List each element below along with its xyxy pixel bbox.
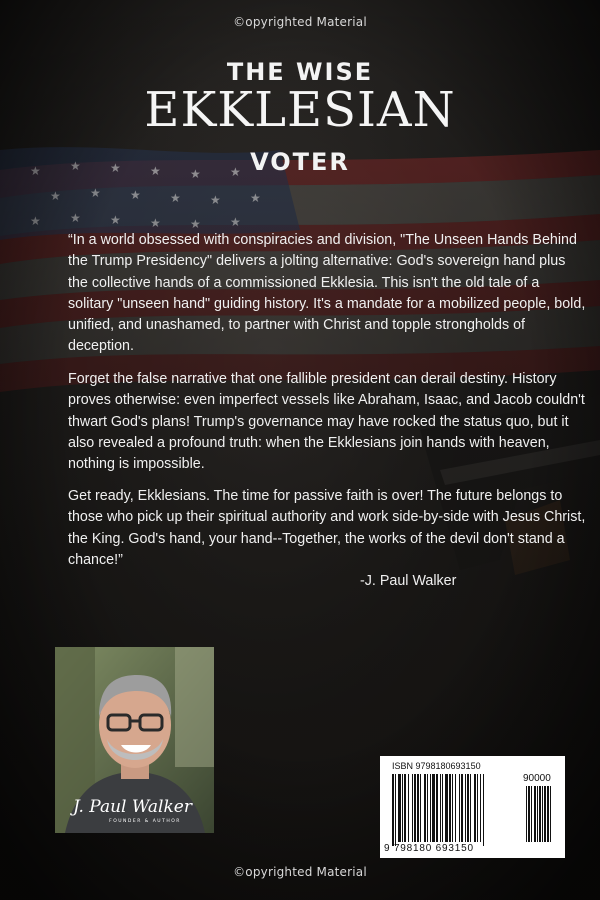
copyright-watermark-top: ©opyrighted Material [233,15,367,29]
author-photo-caption: FOUNDER & AUTHOR [109,819,181,824]
isbn-barcode [380,756,565,858]
title-line-3: VOTER [250,148,350,176]
price-code: 90000 [523,773,551,784]
title-line-1: THE WISE [226,58,374,86]
blurb-signature: -J. Paul Walker [360,573,457,589]
isbn-label: ISBN 9798180693150 [392,761,481,771]
title-line-2: EKKLESIAN [144,82,456,138]
blurb-paragraph-2: Forget the false narrative that one fallible president can derail destiny. History proves otherwise: even imperfect vessels like Abraham, Isaac, and Jacob couldn't thwart God's plans! Trump's governance may have rocked the status quo, but it also revealed a profound truth: when the Ekklesians join hands with heaven, nothing is impossible. [68,371,585,473]
author-photo-signature: J. Paul Walker [73,797,192,817]
isbn-digits: 9 798180 693150 [384,843,474,854]
author-photo [55,647,214,833]
blurb-paragraph-3: Get ready, Ekklesians. The time for passive faith is over! The future belongs to those who pick up their spiritual authority and work side-by-side with Jesus Christ, the King. God's hand, your hand--Together, the works of the devil don't stand a chance!” [68,488,586,568]
copyright-watermark-bottom: ©opyrighted Material [233,865,367,879]
blurb-paragraph-1: “In a world obsessed with conspiracies and division, "The Unseen Hands Behind the Trump Presidency" delivers a jolting alternative: God's sovereign hand plus the collective hands of a commissioned Ekklesia. This isn't the old tale of a solitary "unseen hand" guiding history. It's a mandate for a mobilized people, bold, unified, and unashamed, to partner with Christ and topple strongholds of deception. [68,232,586,355]
